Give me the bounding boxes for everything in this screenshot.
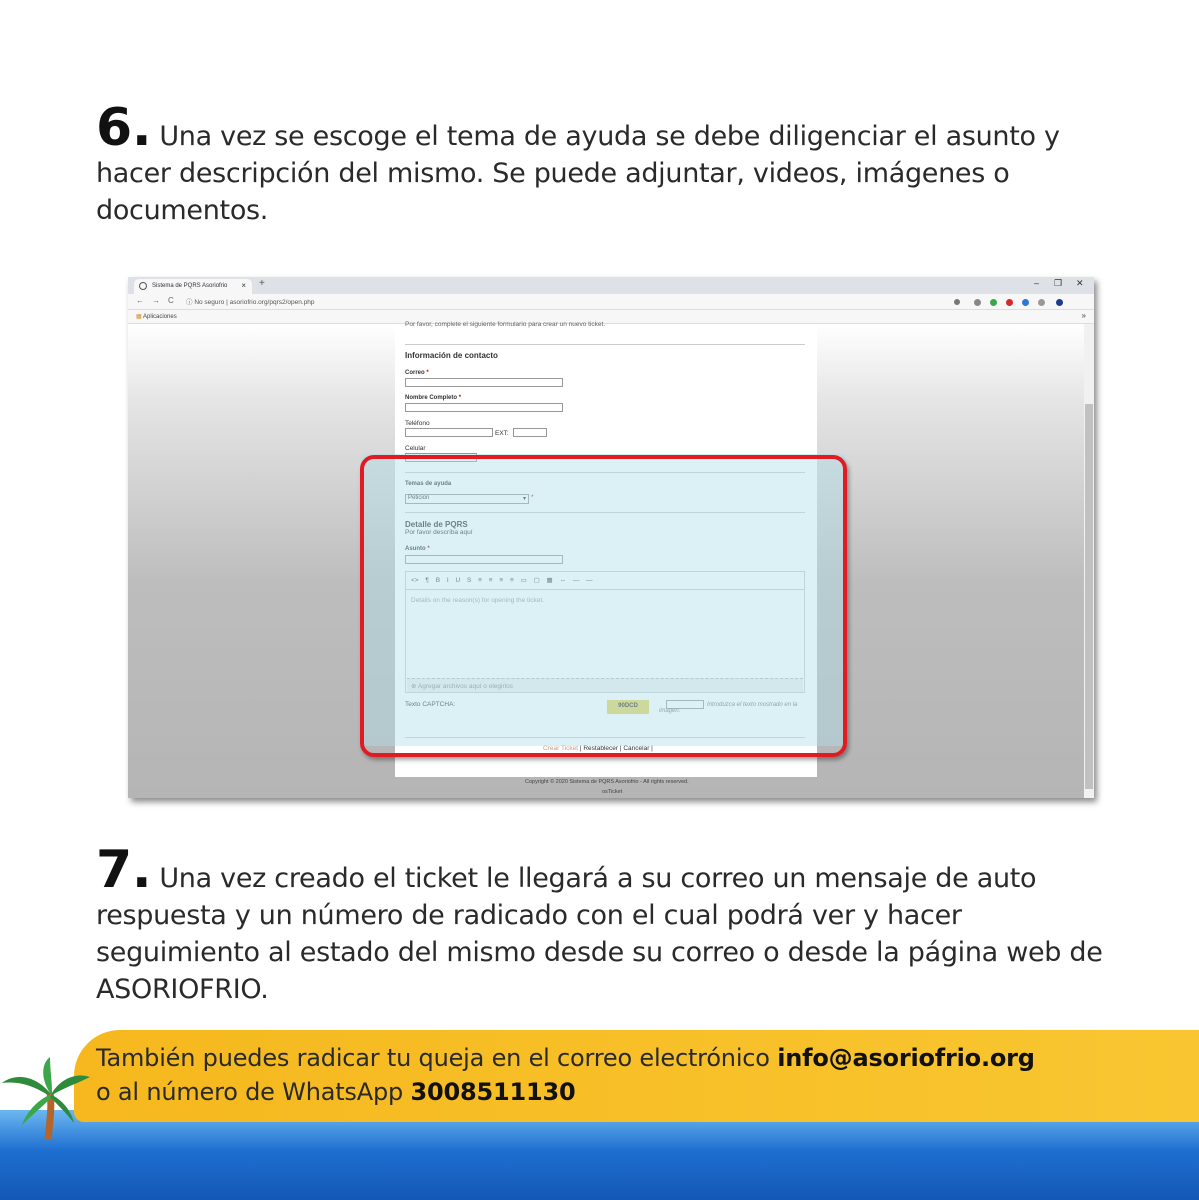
banner-line-1: También puedes radicar tu queja en el correo electrónico bbox=[96, 1044, 778, 1072]
more-bookmarks-icon[interactable]: » bbox=[1081, 311, 1086, 320]
browser-tab[interactable] bbox=[134, 279, 252, 294]
page-footer: Copyright © 2020 Sistema de PQRS Asoriofrio - All rights reserved. bbox=[525, 779, 689, 785]
back-icon[interactable]: ← bbox=[136, 296, 144, 305]
apps-label: Aplicaciones bbox=[143, 314, 177, 320]
profile-icon[interactable] bbox=[1056, 299, 1063, 306]
banner-text bbox=[96, 1041, 1176, 1109]
help-topic-label: Temas de ayuda bbox=[405, 481, 452, 487]
extension-icon[interactable] bbox=[974, 299, 981, 306]
email-label: Correo * bbox=[405, 370, 429, 376]
extension-icon[interactable] bbox=[990, 299, 997, 306]
new-tab-button[interactable]: + bbox=[259, 278, 265, 289]
maximize-icon[interactable]: ❐ bbox=[1054, 278, 1063, 288]
globe-icon bbox=[139, 282, 147, 290]
osticket-logo: osTicket bbox=[602, 789, 623, 795]
captcha-hint: Introduzca el texto mostrado en la imagen. bbox=[659, 702, 798, 714]
editor-toolbar[interactable]: <> ¶ B I U S ≡ ≡ ≡ ≡ ▭ ▢ ▦ ⇔ — — bbox=[411, 577, 593, 584]
subject-label: Asunto * bbox=[405, 546, 430, 552]
palm-tree-icon bbox=[0, 1055, 90, 1140]
form-intro: Por favor, complete el siguiente formulario para crear un nuevo ticket. bbox=[405, 321, 606, 328]
help-topic-required: * bbox=[531, 494, 534, 501]
attach-text: Agregar archivos aquí o elegirlos bbox=[417, 683, 513, 690]
contact-title: Información de contacto bbox=[405, 351, 498, 360]
step-6-number: 6. bbox=[96, 98, 152, 158]
detail-title: Detalle de PQRS bbox=[405, 520, 468, 529]
ext-field[interactable] bbox=[513, 428, 547, 437]
reload-icon[interactable]: C bbox=[168, 296, 174, 305]
email-field[interactable] bbox=[405, 378, 563, 387]
minimize-icon[interactable]: – bbox=[1034, 278, 1040, 288]
detail-hint: Por favor descríba aquí bbox=[405, 529, 473, 536]
extension-icon[interactable] bbox=[1038, 299, 1045, 306]
chevron-down-icon: ▾ bbox=[522, 496, 526, 502]
close-tab-icon[interactable]: × bbox=[241, 281, 246, 290]
tab-title: Sistema de PQRS Asoriofrio bbox=[152, 283, 228, 289]
url-security: No seguro bbox=[194, 299, 225, 306]
step-6 bbox=[96, 98, 1106, 229]
scroll-thumb[interactable] bbox=[1085, 404, 1093, 789]
name-field[interactable] bbox=[405, 403, 563, 412]
address-bar bbox=[128, 294, 1094, 310]
create-ticket-button[interactable]: Crear Ticket bbox=[543, 745, 579, 752]
step-6-text: Una vez se escoge el tema de ayuda se debe diligenciar el asunto y hacer descripción del mismo. Se puede adjuntar, videos, imágenes o documentos. bbox=[96, 121, 1060, 226]
contact-email[interactable]: info@asoriofrio.org bbox=[777, 1044, 1035, 1072]
step-7-text: Una vez creado el ticket le llegará a su correo un mensaje de auto respuesta y un número de radicado con el cual podrá ver y hacer seguimiento al estado del mismo desde su correo o desde la página web de ASORIOFRIO. bbox=[96, 863, 1103, 1005]
form-buttons: Crear Ticket | Restablecer | Cancelar | bbox=[543, 745, 653, 752]
captcha-image: 90DCD bbox=[607, 700, 649, 714]
ext-label: EXT: bbox=[495, 430, 509, 437]
phone-field[interactable] bbox=[405, 428, 493, 437]
apps-bookmark[interactable] bbox=[136, 313, 177, 320]
bookmarks-bar bbox=[128, 310, 1094, 324]
banner-line-2: o al número de WhatsApp bbox=[96, 1078, 411, 1106]
wave-background bbox=[0, 1110, 1199, 1200]
whatsapp-number[interactable]: 3008511130 bbox=[410, 1078, 576, 1106]
extension-icon[interactable] bbox=[1022, 299, 1029, 306]
step-7-number: 7. bbox=[96, 840, 152, 900]
url-field[interactable]: ⓘ No seguro | asoriofrio.org/pqrs2/open.php bbox=[186, 299, 315, 306]
cancel-button[interactable]: Cancelar bbox=[623, 745, 650, 752]
scrollbar[interactable] bbox=[1084, 324, 1094, 798]
forward-icon[interactable]: → bbox=[152, 296, 160, 305]
extra-label: Celular bbox=[405, 445, 426, 452]
star-icon[interactable] bbox=[954, 299, 960, 305]
close-window-icon[interactable]: ✕ bbox=[1076, 278, 1084, 288]
editor-placeholder: Details on the reason(s) for opening the ticket. bbox=[411, 597, 544, 604]
url-text: asoriofrio.org/pqrs2/open.php bbox=[229, 299, 315, 306]
apps-icon: ▦ bbox=[136, 314, 142, 320]
name-label: Nombre Completo * bbox=[405, 395, 462, 401]
reset-button[interactable]: Restablecer bbox=[583, 745, 619, 752]
attach-icon: ⊕ bbox=[411, 683, 417, 690]
tab-bar bbox=[128, 277, 1094, 294]
captcha-label: Texto CAPTCHA: bbox=[405, 701, 456, 708]
highlight-frame bbox=[360, 455, 847, 757]
step-7 bbox=[96, 840, 1106, 1008]
help-topic-value: Peticion bbox=[408, 495, 430, 501]
phone-label: Teléfono bbox=[405, 420, 430, 427]
extension-icon[interactable] bbox=[1006, 299, 1013, 306]
